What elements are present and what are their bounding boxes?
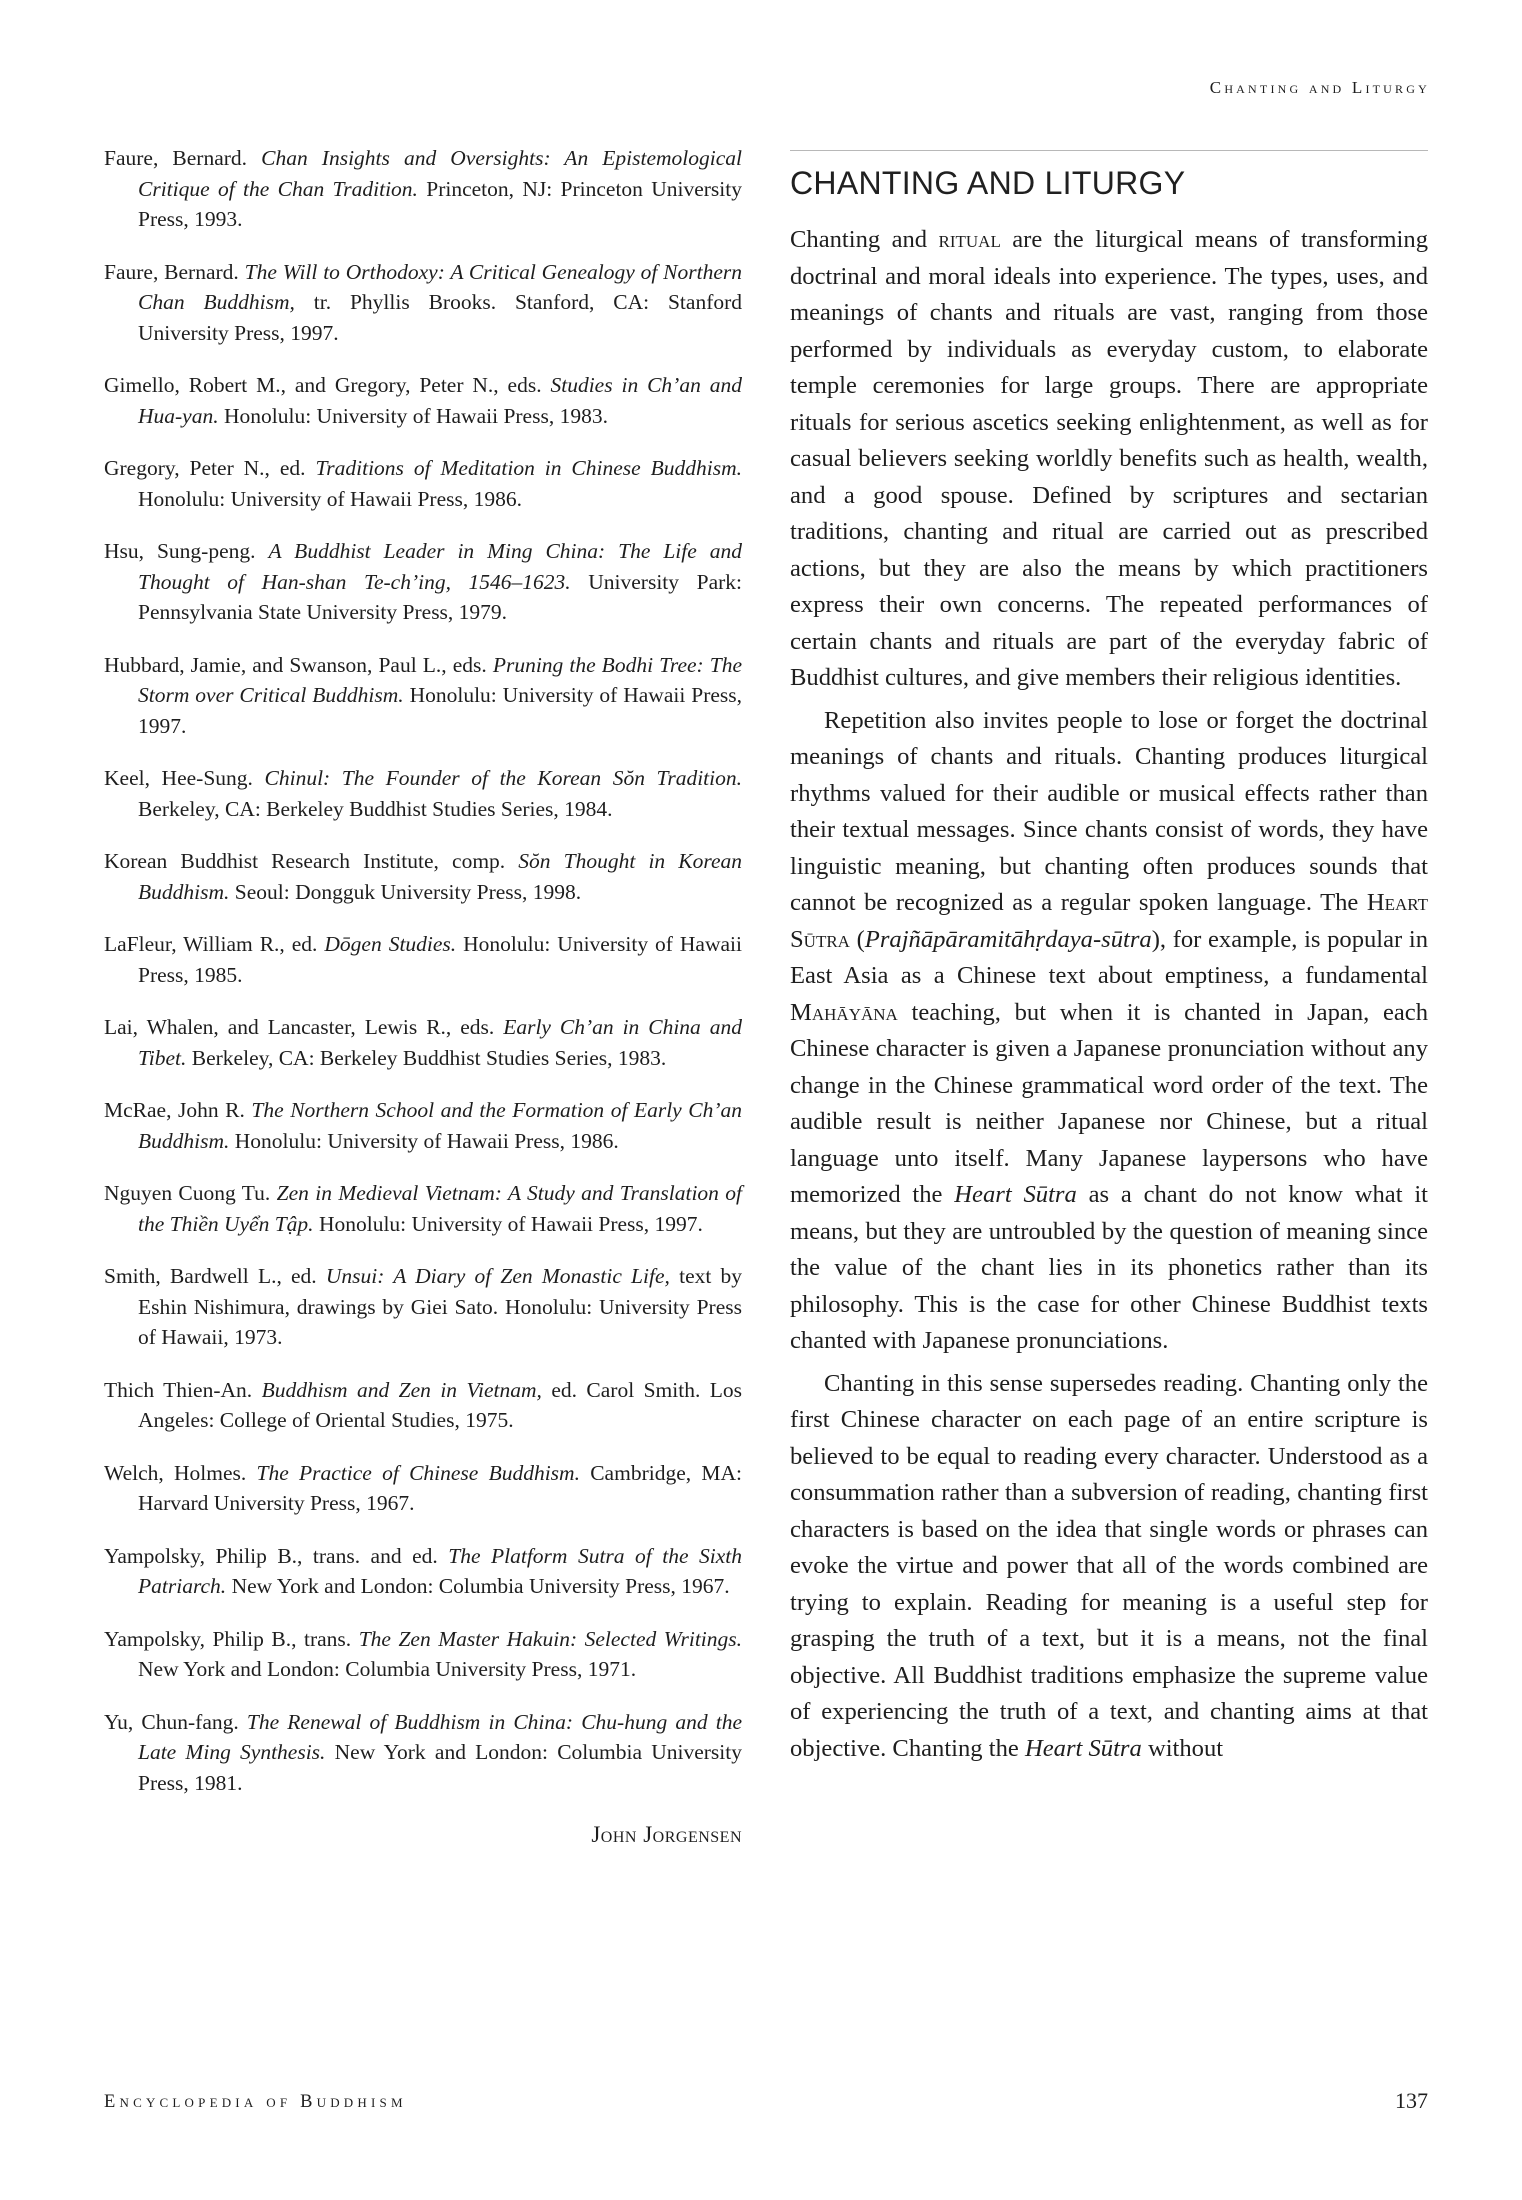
bibliography-column bbox=[104, 143, 742, 1851]
sanskrit-title: Prajñāpāramitāhṛdaya-sūtra bbox=[864, 925, 1152, 953]
bibliography-entry: Gimello, Robert M., and Gregory, Peter N., eds. Studies in Ch’an and Hua-yan. Honolulu: University of Hawaii Press, 1983. bbox=[104, 373, 742, 428]
bibliography-entry: Korean Buddhist Research Institute, comp. Sŏn Thought in Korean Buddhism. Seoul: Dongguk University Press, 1998. bbox=[104, 849, 743, 904]
author-signature: John Jorgensen bbox=[591, 1822, 742, 1847]
bibliography-entry: Keel, Hee-Sung. Chinul: The Founder of the Korean Sŏn Tradition. Berkeley, CA: Berkeley Buddhist Studies Series, 1984. bbox=[104, 766, 742, 821]
bibliography-list bbox=[104, 143, 742, 1798]
article-title: CHANTING AND LITURGY bbox=[790, 165, 1186, 201]
article-paragraph-1: Chanting and ritual are the liturgical means of transforming doctrinal and moral ideals into experience. The types, uses, and meanings of chants and rituals are vast, ranging from those performed by individuals as everyday custom, to elaborate temple ceremonies for large groups. There are appropriate rituals for serious ascetics seeking enlightenment, as well as for casual believers seeking worldly benefits such as health, wealth, and a good spouse. Defined by scriptures and sectarian traditions, chanting and ritual are carried out as prescribed actions, but they are also the means by which practitioners express their own concerns. The repeated performances of certain chants and rituals are part of the everyday fabric of Buddhist cultures, and give members their religious identities. bbox=[790, 226, 1428, 691]
bibliography-entry: Thich Thien-An. Buddhism and Zen in Vietnam, ed. Carol Smith. Los Angeles: College of Oriental Studies, 1975. bbox=[104, 1377, 743, 1432]
bibliography-entry: Yampolsky, Philip B., trans. and ed. The Platform Sutra of the Sixth Patriarch. New York and London: Columbia University Press, 1967. bbox=[104, 1543, 742, 1598]
cross-ref-ritual[interactable]: ritual bbox=[938, 226, 1001, 253]
bibliography-entry: Yampolsky, Philip B., trans. The Zen Master Hakuin: Selected Writings. New York and London: Columbia University Press, 1971. bbox=[104, 1626, 743, 1681]
bibliography-entry: Welch, Holmes. The Practice of Chinese Buddhism. Cambridge, MA: Harvard University Press, 1967. bbox=[104, 1460, 742, 1515]
bibliography-entry: Faure, Bernard. Chan Insights and Oversights: An Epistemological Critique of the Chan Tradition. Princeton, NJ: Princeton University Press, 1993. bbox=[104, 146, 743, 231]
cross-ref-heart-sutra[interactable]: Heart Sūtra bbox=[790, 889, 1428, 953]
article-paragraph-2: Repetition also invites people to lose or forget the doctrinal meanings of chants and rituals. Chanting produces liturgical rhythms valued for their audible or musical effects rather than their textual messages. Since chants consist of words, they have linguistic meaning, but chanting often produces sounds that cannot be recognized as a regular spoken language. The Heart Sūtra (Prajñāpāramitāhṛdaya-sūtra), for example, is popular in East Asia as a Chinese text about emptiness, a fundamental Mahāyāna teaching, but when it is chanted in Japan, each Chinese character is given a Japanese pronunciation without any change in the Chinese grammatical word order of the text. The audible result is neither Japanese nor Chinese, but a ritual language unto itself. Many Japanese laypersons who have memorized the Heart Sūtra as a chant do not know what it means, but they are untroubled by the question of meaning since the value of the chant lies in its phonetics rather than its philosophy. This is the case for other Chinese Buddhist texts chanted with Japanese pronunciations. bbox=[790, 706, 1429, 1354]
bibliography-entry: LaFleur, William R., ed. Dōgen Studies. Honolulu: University of Hawaii Press, 1985. bbox=[104, 932, 742, 987]
footer-publication: Encyclopedia of Buddhism bbox=[104, 2092, 407, 2112]
bibliography-entry: Lai, Whalen, and Lancaster, Lewis R., eds. Early Ch’an in China and Tibet. Berkeley, CA: Berkeley Buddhist Studies Series, 1983. bbox=[104, 1015, 742, 1070]
running-head: Chanting and Liturgy bbox=[1209, 78, 1430, 97]
bibliography-entry: Faure, Bernard. The Will to Orthodoxy: A Critical Genealogy of Northern Chan Buddhism, tr. Phyllis Brooks. Stanford, CA: Stanford University Press, 1997. bbox=[104, 259, 743, 345]
bibliography-entry: Hubbard, Jamie, and Swanson, Paul L., eds. Pruning the Bodhi Tree: The Storm over Critical Buddhism. Honolulu: University of Hawaii Press, 1997. bbox=[104, 652, 743, 738]
article-paragraph-3: Chanting in this sense supersedes reading. Chanting only the first Chinese character on each page of an entire scripture is believed to be equal to reading every character. Understood as a consummation rather than a subversion of reading, chanting first characters is based on the idea that single words or phrases can evoke the virtue and power that all of the words combined are trying to explain. Reading for meaning is a useful step for grasping the truth of a text, but it is a means, not the final objective. All Buddhist traditions emphasize the supreme value of experiencing the truth of a text, and chanting aims at that objective. Chanting the Heart Sūtra without bbox=[790, 1369, 1428, 1762]
bibliography-entry: Smith, Bardwell L., ed. Unsui: A Diary of Zen Monastic Life, text by Eshin Nishimura, drawings by Giei Sato. Honolulu: University Press of Hawaii, 1973. bbox=[104, 1264, 743, 1349]
page-number: 137 bbox=[1395, 2088, 1428, 2113]
bibliography-entry: Nguyen Cuong Tu. Zen in Medieval Vietnam: A Study and Translation of the Thiền Uyển Tập. Honolulu: University of Hawaii Press, 1997. bbox=[104, 1181, 743, 1236]
bibliography-entry: McRae, John R. The Northern School and the Formation of Early Ch’an Buddhism. Honolulu: University of Hawaii Press, 1986. bbox=[104, 1098, 743, 1153]
bibliography-entry: Gregory, Peter N., ed. Traditions of Meditation in Chinese Buddhism. Honolulu: University of Hawaii Press, 1986. bbox=[104, 456, 743, 511]
article-column bbox=[790, 150, 1428, 1773]
title-rule bbox=[790, 150, 1428, 151]
bibliography-entry: Yu, Chun-fang. The Renewal of Buddhism in China: Chu-hung and the Late Ming Synthesis. New York and London: Columbia University Press, 1981. bbox=[104, 1709, 743, 1795]
cross-ref-mahayana[interactable]: Mahāyāna bbox=[790, 998, 898, 1026]
bibliography-entry: Hsu, Sung-peng. A Buddhist Leader in Ming China: The Life and Thought of Han-shan Te-ch’ing, 1546–1623. University Park: Pennsylvania State University Press, 1979. bbox=[104, 539, 743, 624]
